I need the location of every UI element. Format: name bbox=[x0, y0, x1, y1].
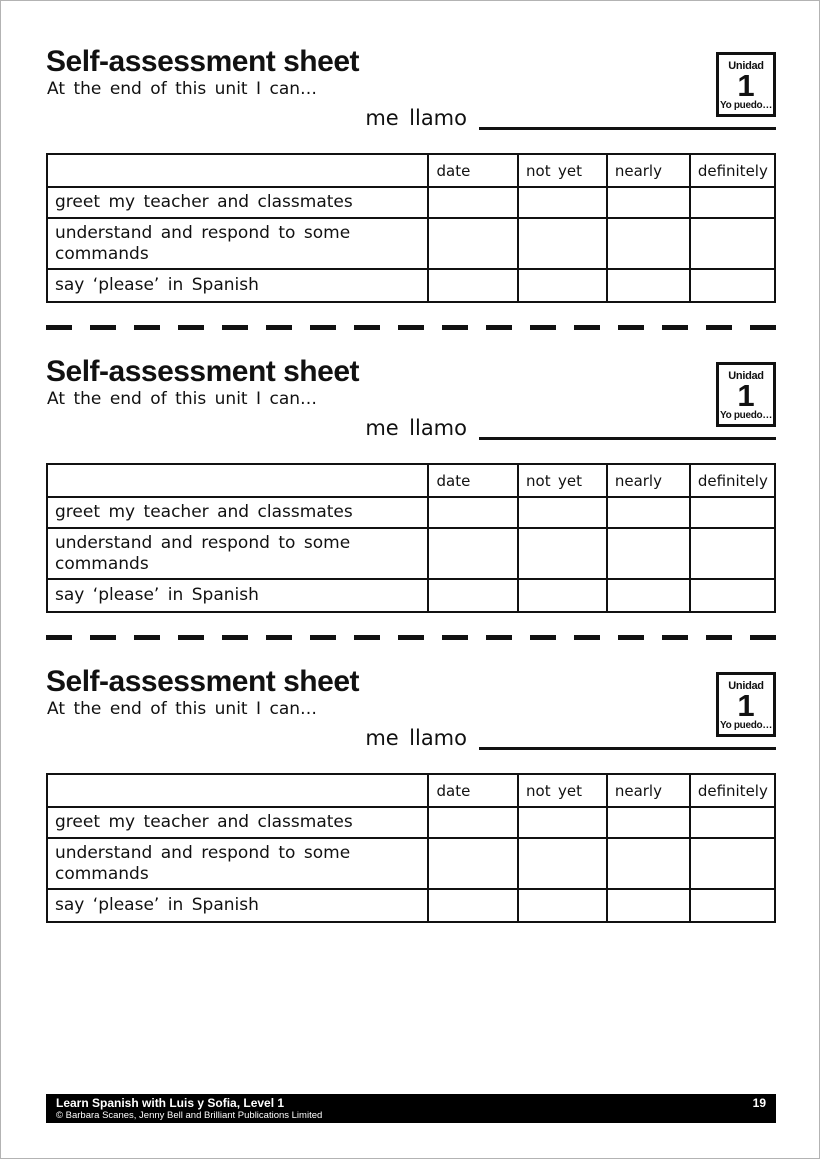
name-label: me llamo bbox=[365, 106, 467, 130]
date-cell[interactable] bbox=[428, 218, 518, 269]
table-row bbox=[47, 889, 775, 922]
date-cell[interactable] bbox=[428, 497, 518, 528]
date-cell[interactable] bbox=[428, 807, 518, 838]
not-yet-cell[interactable] bbox=[518, 187, 607, 218]
dashed-divider bbox=[46, 635, 776, 640]
definitely-cell[interactable] bbox=[690, 889, 775, 922]
column-header-nearly: nearly bbox=[607, 464, 690, 497]
column-header-date: date bbox=[428, 154, 518, 187]
nearly-cell[interactable] bbox=[607, 528, 690, 579]
section-title: Self-assessment sheet bbox=[46, 355, 359, 388]
not-yet-cell[interactable] bbox=[518, 579, 607, 612]
section-subtitle: At the end of this unit I can… bbox=[47, 699, 318, 719]
name-label: me llamo bbox=[365, 726, 467, 750]
section-title: Self-assessment sheet bbox=[46, 665, 359, 698]
table-header-row bbox=[47, 774, 775, 807]
table-row bbox=[47, 807, 775, 838]
table-row bbox=[47, 528, 775, 579]
self-assessment-section bbox=[46, 356, 776, 618]
nearly-cell[interactable] bbox=[607, 497, 690, 528]
date-cell[interactable] bbox=[428, 269, 518, 302]
definitely-cell[interactable] bbox=[690, 187, 775, 218]
nearly-cell[interactable] bbox=[607, 807, 690, 838]
table-corner-cell bbox=[47, 774, 428, 807]
table-row bbox=[47, 269, 775, 302]
table-row bbox=[47, 187, 775, 218]
unit-badge-number: 1 bbox=[737, 687, 755, 723]
footer-book-title: Learn Spanish with Luis y Sofia, Level 1 bbox=[56, 1096, 285, 1110]
unit-badge-label: Unidad bbox=[728, 59, 764, 72]
column-header-definitely: definitely bbox=[690, 774, 775, 807]
nearly-cell[interactable] bbox=[607, 269, 690, 302]
name-row bbox=[46, 413, 776, 440]
sections-container bbox=[46, 46, 776, 928]
skill-label: understand and respond to some commands bbox=[47, 218, 428, 269]
section-subtitle: At the end of this unit I can… bbox=[47, 79, 318, 99]
assessment-table bbox=[46, 153, 776, 303]
date-cell[interactable] bbox=[428, 187, 518, 218]
table-header-row bbox=[47, 154, 775, 187]
self-assessment-section bbox=[46, 46, 776, 308]
table-corner-cell bbox=[47, 154, 428, 187]
date-cell[interactable] bbox=[428, 528, 518, 579]
assessment-table bbox=[46, 463, 776, 613]
definitely-cell[interactable] bbox=[690, 528, 775, 579]
column-header-definitely: definitely bbox=[690, 464, 775, 497]
page-number: 19 bbox=[752, 1096, 766, 1110]
skill-label: say ‘please’ in Spanish bbox=[47, 889, 428, 922]
column-header-nearly: nearly bbox=[607, 154, 690, 187]
column-header-nearly: nearly bbox=[607, 774, 690, 807]
footer-text-block bbox=[56, 1097, 322, 1121]
skill-label: say ‘please’ in Spanish bbox=[47, 579, 428, 612]
not-yet-cell[interactable] bbox=[518, 838, 607, 889]
not-yet-cell[interactable] bbox=[518, 528, 607, 579]
definitely-cell[interactable] bbox=[690, 807, 775, 838]
dashed-divider bbox=[46, 325, 776, 330]
nearly-cell[interactable] bbox=[607, 579, 690, 612]
column-header-definitely: definitely bbox=[690, 154, 775, 187]
skill-label: greet my teacher and classmates bbox=[47, 497, 428, 528]
name-write-line[interactable] bbox=[479, 727, 776, 750]
definitely-cell[interactable] bbox=[690, 218, 775, 269]
skill-label: say ‘please’ in Spanish bbox=[47, 269, 428, 302]
name-row bbox=[46, 723, 776, 750]
unit-badge-caption: Yo puedo… bbox=[719, 409, 773, 421]
footer-copyright: © Barbara Scanes, Jenny Bell and Brilliant Publications Limited bbox=[56, 1110, 323, 1121]
section-subtitle: At the end of this unit I can… bbox=[47, 389, 318, 409]
name-row bbox=[46, 103, 776, 130]
date-cell[interactable] bbox=[428, 838, 518, 889]
section-title: Self-assessment sheet bbox=[46, 45, 359, 78]
unit-badge-number: 1 bbox=[737, 67, 755, 103]
table-corner-cell bbox=[47, 464, 428, 497]
unit-badge-caption: Yo puedo… bbox=[719, 99, 773, 111]
definitely-cell[interactable] bbox=[690, 269, 775, 302]
column-header-date: date bbox=[428, 464, 518, 497]
nearly-cell[interactable] bbox=[607, 889, 690, 922]
nearly-cell[interactable] bbox=[607, 187, 690, 218]
not-yet-cell[interactable] bbox=[518, 218, 607, 269]
skill-label: greet my teacher and classmates bbox=[47, 807, 428, 838]
unit-badge-number: 1 bbox=[737, 377, 755, 413]
footer-bar bbox=[46, 1094, 776, 1123]
nearly-cell[interactable] bbox=[607, 838, 690, 889]
skill-label: understand and respond to some commands bbox=[47, 528, 428, 579]
name-write-line[interactable] bbox=[479, 107, 776, 130]
name-label: me llamo bbox=[365, 416, 467, 440]
definitely-cell[interactable] bbox=[690, 838, 775, 889]
assessment-table bbox=[46, 773, 776, 923]
unit-badge-caption: Yo puedo… bbox=[719, 719, 773, 731]
definitely-cell[interactable] bbox=[690, 497, 775, 528]
column-header-not-yet: not yet bbox=[518, 464, 607, 497]
not-yet-cell[interactable] bbox=[518, 889, 607, 922]
table-row bbox=[47, 579, 775, 612]
table-header-row bbox=[47, 464, 775, 497]
name-write-line[interactable] bbox=[479, 417, 776, 440]
skill-label: understand and respond to some commands bbox=[47, 838, 428, 889]
column-header-date: date bbox=[428, 774, 518, 807]
not-yet-cell[interactable] bbox=[518, 497, 607, 528]
unit-badge-label: Unidad bbox=[728, 369, 764, 382]
date-cell[interactable] bbox=[428, 579, 518, 612]
self-assessment-section bbox=[46, 666, 776, 928]
unit-badge-label: Unidad bbox=[728, 679, 764, 692]
definitely-cell[interactable] bbox=[690, 579, 775, 612]
table-row bbox=[47, 497, 775, 528]
table-row bbox=[47, 838, 775, 889]
date-cell[interactable] bbox=[428, 889, 518, 922]
column-header-not-yet: not yet bbox=[518, 774, 607, 807]
table-row bbox=[47, 218, 775, 269]
skill-label: greet my teacher and classmates bbox=[47, 187, 428, 218]
nearly-cell[interactable] bbox=[607, 218, 690, 269]
not-yet-cell[interactable] bbox=[518, 807, 607, 838]
column-header-not-yet: not yet bbox=[518, 154, 607, 187]
not-yet-cell[interactable] bbox=[518, 269, 607, 302]
